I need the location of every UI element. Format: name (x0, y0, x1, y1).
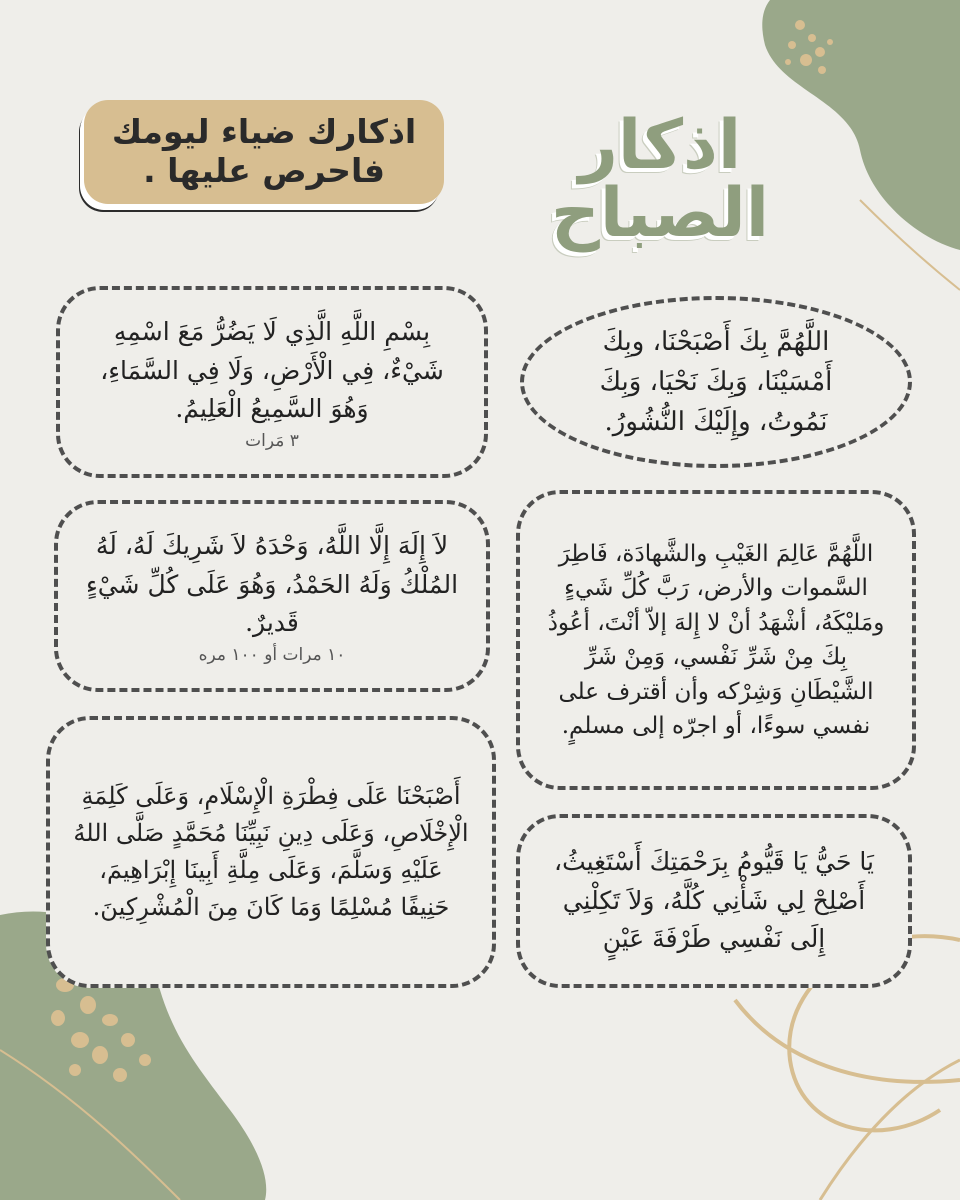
dhikr-text: بِسْمِ اللَّهِ الَّذِي لَا يَضُرُّ مَعَ اسْمِهِ شَيْءٌ، فِي الْأَرْضِ، وَلَا فِي السَّمَاءِ، وَهُوَ السَّمِيعُ الْعَلِيمُ. (100, 316, 444, 424)
dhikr-text: لاَ إِلَهَ إِلَّا اللَّهُ، وَحْدَهُ لاَ شَرِيكَ لَهُ، لَهُ المُلْكُ وَلَهُ الحَمْدُ، وَهُوَ عَلَى كُلِّ شَيْءٍ قَديرٌ. (85, 530, 459, 638)
repeat-count: ١٠ مرات أو ١٠٠ مره (198, 645, 346, 666)
dhikr-card-2 (56, 286, 488, 478)
dhikr-card-3 (516, 490, 916, 790)
bottom-right-loop-2 (735, 1000, 960, 1082)
page-title: اذكار الصباح (550, 106, 770, 253)
dhikr-text: اللَّهُمَّ بِكَ أَصْبَحْنَا، وبِكَ أَمْسَيْنَا، وَبِكَ نَحْيَا، وَبِكَ نَمُوتُ، وإِلَيْكَ النُّشُورُ. (599, 326, 833, 438)
tagline-line-1: اذكارك ضياء ليومك (111, 112, 417, 152)
tagline-badge (84, 100, 444, 204)
dhikr-card-6 (46, 716, 496, 988)
dhikr-card-5 (516, 814, 912, 988)
tagline-line-2: فاحرص عليها . (143, 151, 385, 190)
dhikr-text: يَا حَيُّ يَا قَيُّومُ بِرَحْمَتِكَ أَسْتَغِيثُ، أَصْلِحْ لِي شَأْنِي كُلَّهُ، وَلاَ تَكِلْنِي إِلَى نَفْسِي طَرْفَةَ عَيْنٍ (554, 846, 874, 954)
dhikr-card-1 (520, 296, 912, 468)
dhikr-card-4 (54, 500, 490, 692)
dhikr-text: أَصْبَحْنَا عَلَى فِطْرَةِ الْإِسْلَامِ، وَعَلَى كَلِمَةِ الْإِخْلَاصِ، وَعَلَى دِينِ نَبِيِّنَا مُحَمَّدٍ صَلَّى اللهُ عَلَيْهِ وَسَلَّمَ، وَعَلَى مِلَّةِ أَبِينَا إِبْرَاهِيمَ، حَنِيفًا مُسْلِمًا وَمَا كَانَ مِنَ الْمُشْرِكِينَ. (73, 781, 469, 922)
dhikr-text: اللَّهُمَّ عَالِمَ الغَيْبِ والشَّهادَة، فَاطِرَ السَّموات والأرض، رَبَّ كُلِّ شَيءٍ ومَليْكَهُ، أشْهَدُ أنْ لا إِلهَ إلاّ أنْتَ، أعُوذُ بِكَ مِنْ شَرِّ نَفْسي، وَمِنْ شَرِّ الشَّيْطَانِ وَشِرْكه وأن أقترف على نفسي سوءًا، أو اجرّه إلى مسلمٍ. (547, 540, 885, 739)
repeat-count: ٣ مَرات (245, 431, 299, 452)
